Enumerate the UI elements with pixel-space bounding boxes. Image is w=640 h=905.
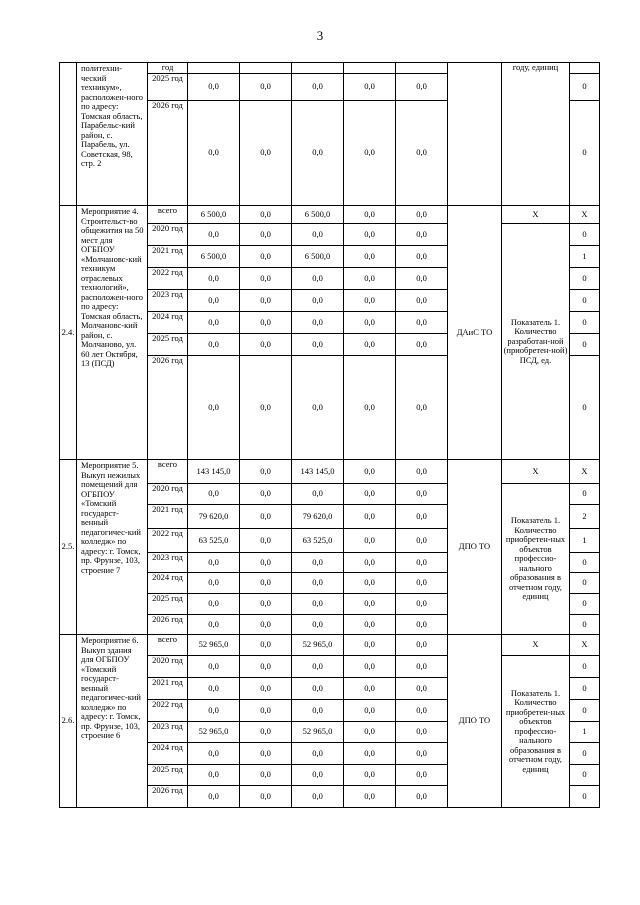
indicator-value: 0 [570,743,600,765]
value-cell: 0,0 [396,594,448,615]
value-cell: 0,0 [396,765,448,786]
value-cell: 0,0 [396,553,448,573]
value-cell: 0,0 [292,101,344,206]
year-cell: 2025 год [148,765,188,786]
value-cell: 0,0 [396,334,448,356]
value-cell: 0,0 [396,678,448,700]
year-cell: 2022 год [148,268,188,290]
value-cell: 0,0 [240,700,292,722]
value-cell: 0,0 [240,356,292,460]
value-cell: 0,0 [240,74,292,101]
indicator-value [570,63,600,74]
indicator-value: 0 [570,656,600,678]
value-cell: 0,0 [292,743,344,765]
value-cell: 63 525,0 [188,529,240,553]
page-number: 3 [316,28,324,43]
value-cell: 0,0 [188,268,240,290]
executor-cell [448,63,502,206]
year-cell: всего [148,206,188,224]
value-cell: 0,0 [240,722,292,743]
value-cell: 0,0 [344,722,396,743]
indicator-value: 0 [570,615,600,635]
year-cell: 2026 год [148,615,188,635]
value-cell: 0,0 [188,290,240,312]
indicator-value: 0 [570,553,600,573]
indicator-value: 1 [570,246,600,268]
year-cell: 2025 год [148,594,188,615]
value-cell: 0,0 [292,268,344,290]
value-cell: 0,0 [396,743,448,765]
value-cell: 0,0 [396,529,448,553]
program-table [59,62,600,808]
value-cell: 0,0 [188,553,240,573]
row-number: 2.5. [60,460,77,635]
value-cell: 0,0 [188,573,240,594]
value-cell: 0,0 [396,224,448,246]
value-cell: 0,0 [292,290,344,312]
value-cell: 0,0 [396,505,448,529]
value-cell: 0,0 [188,74,240,101]
indicator-value: 0 [570,700,600,722]
indicator-value: 0 [570,786,600,808]
indicator-value: 1 [570,529,600,553]
executor-cell: ДПО ТО [448,635,502,808]
value-cell: 0,0 [240,615,292,635]
value-cell: 0,0 [188,356,240,460]
value-cell: 0,0 [188,656,240,678]
value-cell: 0,0 [240,505,292,529]
value-cell: 0,0 [240,268,292,290]
value-cell: 0,0 [396,615,448,635]
value-cell: 0,0 [344,246,396,268]
indicator-value-x: X [570,206,600,224]
value-cell: 0,0 [396,268,448,290]
year-cell: 2023 год [148,553,188,573]
value-cell: 0,0 [188,594,240,615]
indicator-cell: Показатель 1. Количество приобретен-ных объектов профессио-нального образования в отчетном году, единиц [502,484,570,635]
value-cell: 0,0 [292,573,344,594]
value-cell: 79 620,0 [188,505,240,529]
value-cell: 0,0 [292,224,344,246]
value-cell [396,63,448,74]
value-cell: 0,0 [240,553,292,573]
value-cell: 0,0 [396,656,448,678]
year-cell: 2025 год [148,334,188,356]
value-cell: 0,0 [292,594,344,615]
indicator-value: 0 [570,573,600,594]
value-cell: 0,0 [344,74,396,101]
value-cell: 0,0 [344,553,396,573]
value-cell: 0,0 [240,484,292,505]
indicator-value: 0 [570,678,600,700]
event-name: Мероприятие 6. Выкуп здания для ОГБПОУ «Томский государст-венный педагогичес-кий колледж» по адресу: г. Томск, пр. Фрунзе, 103, строение 6 [77,635,148,808]
indicator-value: 0 [570,312,600,334]
event-name: Мероприятие 5. Выкуп нежилых помещений для ОГБПОУ «Томский государст-венный педагогичес-кий колледж» по адресу: г. Томск, пр. Фрунзе, 103, строение 7 [77,460,148,635]
value-cell: 0,0 [344,224,396,246]
value-cell: 0,0 [188,224,240,246]
executor-cell: ДАиС ТО [448,206,502,460]
value-cell: 0,0 [240,678,292,700]
value-cell: 0,0 [292,786,344,808]
value-cell: 0,0 [188,765,240,786]
year-cell: 2024 год [148,312,188,334]
value-cell: 0,0 [396,312,448,334]
value-cell: 0,0 [292,615,344,635]
value-cell: 0,0 [344,656,396,678]
row-number: 2.4. [60,206,77,460]
value-cell: 0,0 [292,678,344,700]
value-cell: 0,0 [396,484,448,505]
year-cell: 2024 год [148,743,188,765]
value-cell: 52 965,0 [292,635,344,656]
value-cell: 0,0 [396,356,448,460]
value-cell: 0,0 [292,656,344,678]
indicator-cell: Показатель 1. Количество приобретен-ных объектов профессио-нального образования в отчетном году, единиц [502,656,570,808]
value-cell: 0,0 [188,484,240,505]
value-cell: 0,0 [240,206,292,224]
value-cell: 0,0 [240,529,292,553]
value-cell: 0,0 [396,101,448,206]
value-cell: 0,0 [188,743,240,765]
table-row [60,63,600,74]
value-cell: 0,0 [240,594,292,615]
value-cell: 0,0 [344,334,396,356]
row-number: 2.6. [60,635,77,808]
value-cell [292,63,344,74]
value-cell: 0,0 [344,356,396,460]
value-cell: 0,0 [292,700,344,722]
indicator-value-x: X [570,635,600,656]
value-cell: 0,0 [188,678,240,700]
value-cell: 0,0 [240,246,292,268]
year-cell: 2021 год [148,505,188,529]
executor-cell: ДПО ТО [448,460,502,635]
value-cell: 0,0 [344,573,396,594]
value-cell: 0,0 [240,460,292,484]
value-cell: 0,0 [344,678,396,700]
value-cell: 0,0 [292,553,344,573]
value-cell: 0,0 [292,484,344,505]
value-cell: 6 500,0 [292,246,344,268]
year-cell: 2026 год [148,356,188,460]
year-cell: всего [148,460,188,484]
year-cell: год [148,63,188,74]
value-cell: 0,0 [240,101,292,206]
indicator-value: 0 [570,224,600,246]
value-cell: 0,0 [396,786,448,808]
value-cell: 0,0 [344,594,396,615]
indicator-x: X [502,206,570,224]
value-cell: 52 965,0 [292,722,344,743]
year-cell: 2026 год [148,101,188,206]
value-cell: 0,0 [396,246,448,268]
value-cell: 0,0 [292,356,344,460]
value-cell: 0,0 [188,615,240,635]
indicator-value-x: X [570,460,600,484]
event-name: политехни-ческий техникум», расположен-ного по адресу: Томская область, Парабельс-кий район, с. Парабель, ул. Советская, 98, стр. 2 [77,63,148,206]
table-body [60,63,600,808]
value-cell: 0,0 [396,573,448,594]
year-cell: 2020 год [148,484,188,505]
value-cell: 0,0 [240,743,292,765]
indicator-x: X [502,460,570,484]
value-cell: 0,0 [240,765,292,786]
indicator-cell: Показатель 1. Количество разработан-ной (приобретен-ной) ПСД, ед. [502,224,570,460]
value-cell: 0,0 [396,290,448,312]
year-cell: 2020 год [148,224,188,246]
value-cell: 0,0 [188,786,240,808]
value-cell: 0,0 [344,101,396,206]
value-cell: 0,0 [396,722,448,743]
value-cell: 0,0 [240,312,292,334]
year-cell: 2023 год [148,290,188,312]
value-cell: 0,0 [240,635,292,656]
year-cell: 2020 год [148,656,188,678]
year-cell: 2024 год [148,573,188,594]
year-cell: 2023 год [148,722,188,743]
indicator-value: 0 [570,356,600,460]
indicator-value: 0 [570,268,600,290]
value-cell [240,63,292,74]
value-cell: 0,0 [396,206,448,224]
table-row [60,460,600,484]
value-cell: 0,0 [396,460,448,484]
indicator-value: 1 [570,722,600,743]
value-cell: 0,0 [188,101,240,206]
value-cell: 0,0 [344,206,396,224]
indicator-value: 0 [570,334,600,356]
indicator-value: 0 [570,594,600,615]
year-cell: 2025 год [148,74,188,101]
value-cell: 0,0 [240,656,292,678]
value-cell: 6 500,0 [292,206,344,224]
indicator-cell: году, единиц [502,63,570,206]
indicator-value: 0 [570,74,600,101]
value-cell [344,63,396,74]
value-cell: 0,0 [344,312,396,334]
value-cell: 0,0 [188,312,240,334]
value-cell: 0,0 [188,700,240,722]
value-cell [188,63,240,74]
value-cell: 0,0 [344,484,396,505]
value-cell: 0,0 [292,334,344,356]
table-row [60,635,600,656]
value-cell: 0,0 [240,573,292,594]
value-cell: 0,0 [344,529,396,553]
value-cell: 0,0 [344,743,396,765]
value-cell: 52 965,0 [188,635,240,656]
value-cell: 0,0 [344,786,396,808]
value-cell: 6 500,0 [188,206,240,224]
value-cell: 79 620,0 [292,505,344,529]
value-cell: 6 500,0 [188,246,240,268]
value-cell: 0,0 [344,290,396,312]
indicator-value: 2 [570,505,600,529]
value-cell: 0,0 [292,312,344,334]
year-cell: 2021 год [148,678,188,700]
year-cell: 2022 год [148,700,188,722]
event-name: Мероприятие 4. Строительст-во общежития на 50 мест для ОГБПОУ «Молчановс-кий техникум отраслевых технологий», расположен-ного по адресу: Томская область, Молчановс-кий район, с. Молчаново, ул. 60 лет Октября, 13 (ПСД) [77,206,148,460]
value-cell: 0,0 [240,290,292,312]
value-cell: 0,0 [292,765,344,786]
row-number [60,63,77,206]
value-cell: 0,0 [240,224,292,246]
value-cell: 0,0 [240,786,292,808]
year-cell: 2021 год [148,246,188,268]
year-cell: 2026 год [148,786,188,808]
year-cell: 2022 год [148,529,188,553]
indicator-x: X [502,635,570,656]
value-cell: 0,0 [344,765,396,786]
value-cell: 0,0 [344,268,396,290]
value-cell: 63 525,0 [292,529,344,553]
table-row [60,206,600,224]
value-cell: 143 145,0 [292,460,344,484]
value-cell: 0,0 [240,334,292,356]
value-cell: 0,0 [396,700,448,722]
value-cell: 0,0 [188,334,240,356]
year-cell: всего [148,635,188,656]
value-cell: 0,0 [396,74,448,101]
indicator-value: 0 [570,101,600,206]
value-cell: 0,0 [344,700,396,722]
value-cell: 0,0 [396,635,448,656]
value-cell: 143 145,0 [188,460,240,484]
value-cell: 0,0 [292,74,344,101]
value-cell: 0,0 [344,460,396,484]
value-cell: 0,0 [344,635,396,656]
value-cell: 52 965,0 [188,722,240,743]
indicator-value: 0 [570,484,600,505]
indicator-value: 0 [570,290,600,312]
indicator-value: 0 [570,765,600,786]
value-cell: 0,0 [344,615,396,635]
value-cell: 0,0 [344,505,396,529]
